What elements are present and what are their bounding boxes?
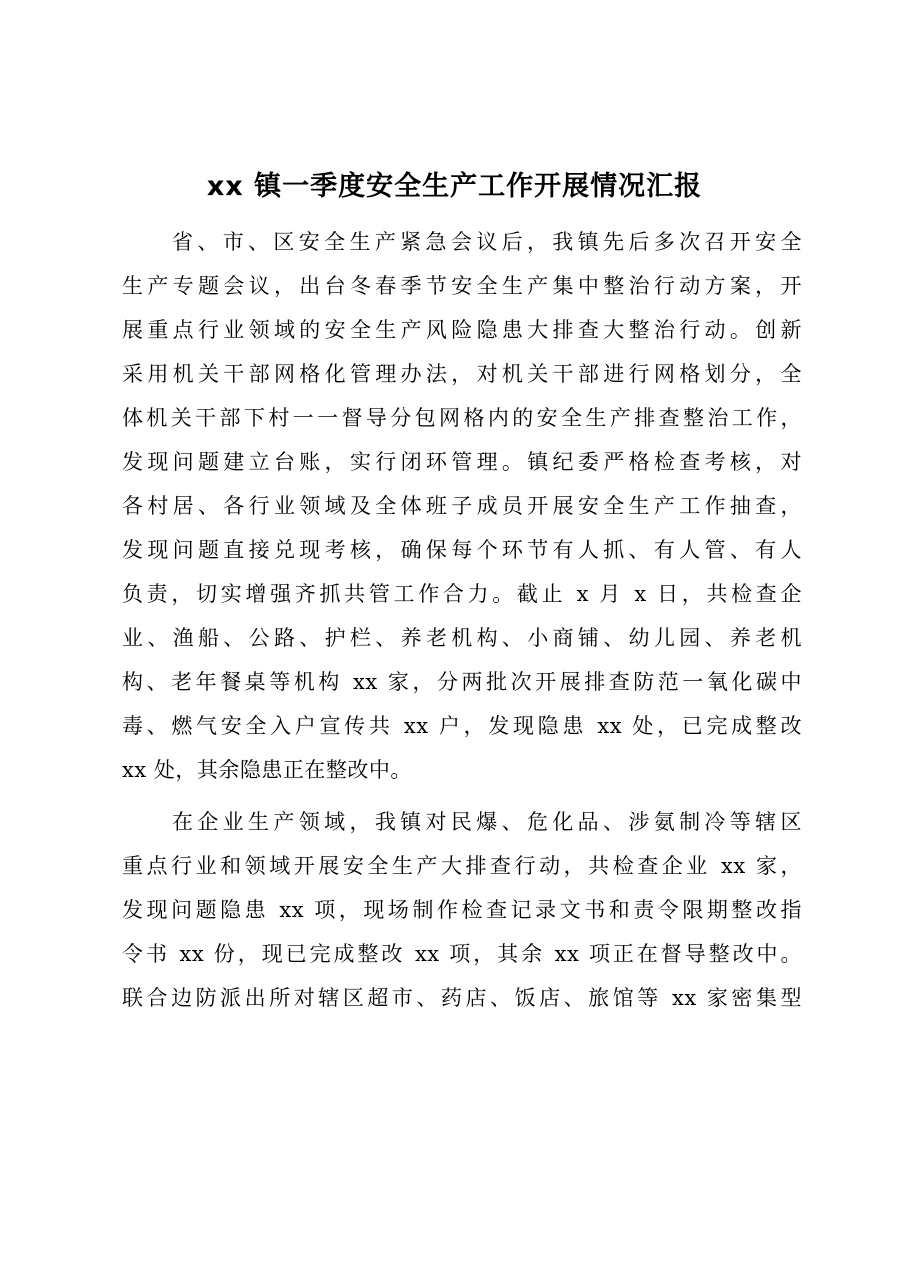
paragraph-line: xx 处，其余隐患正在整改中。 xyxy=(122,758,412,782)
paragraph-line: 重点行业和领域开展安全生产大排查行动，共检查企业 xx 家， xyxy=(122,854,802,878)
paragraph-line: 发现问题隐患 xx 项，现场制作检查记录文书和责令限期整改指 xyxy=(122,898,802,922)
paragraph-line: 业、渔船、公路、护栏、养老机构、小商铺、幼儿园、养老机 xyxy=(122,626,802,650)
paragraph-line: 各村居、各行业领域及全体班子成员开展安全生产工作抽查， xyxy=(122,494,802,518)
paragraph-line: 在企业生产领域，我镇对民爆、危化品、涉氨制冷等辖区 xyxy=(172,810,802,834)
paragraph-spacer xyxy=(122,792,802,800)
paragraph-line: 体机关干部下村一一督导分包网格内的安全生产排查整治工作， xyxy=(122,406,802,430)
paragraph-line: 省、市、区安全生产紧急会议后，我镇先后多次召开安全 xyxy=(172,230,802,254)
paragraph-line: 展重点行业领域的安全生产风险隐患大排查大整治行动。创新 xyxy=(122,318,802,342)
paragraph-line: 毒、燃气安全入户宣传共 xx 户，发现隐患 xx 处，已完成整改 xyxy=(122,714,802,738)
paragraph-line: 令书 xx 份，现已完成整改 xx 项，其余 xx 项正在督导整改中。 xyxy=(122,942,802,966)
paragraph-line: 发现问题建立台账，实行闭环管理。镇纪委严格检查考核，对 xyxy=(122,450,802,474)
paragraph-line: 发现问题直接兑现考核，确保每个环节有人抓、有人管、有人 xyxy=(122,538,802,562)
paragraph-line: 构、老年餐桌等机构 xx 家，分两批次开展排查防范一氧化碳中 xyxy=(122,670,802,694)
paragraph-line: 生产专题会议，出台冬春季节安全生产集中整治行动方案，开 xyxy=(122,274,802,298)
paragraph-line: 负责，切实增强齐抓共管工作合力。截止 x 月 x 日，共检查企 xyxy=(122,582,802,606)
document-title: xx 镇一季度安全生产工作开展情况汇报 xyxy=(206,171,703,202)
paragraph-1 xyxy=(122,220,802,792)
paragraph-line: 联合边防派出所对辖区超市、药店、饭店、旅馆等 xx 家密集型 xyxy=(122,986,802,1010)
paragraph-line: 采用机关干部网格化管理办法，对机关干部进行网格划分，全 xyxy=(122,362,802,386)
paragraph-2 xyxy=(122,800,802,1020)
document-body xyxy=(122,220,802,1020)
